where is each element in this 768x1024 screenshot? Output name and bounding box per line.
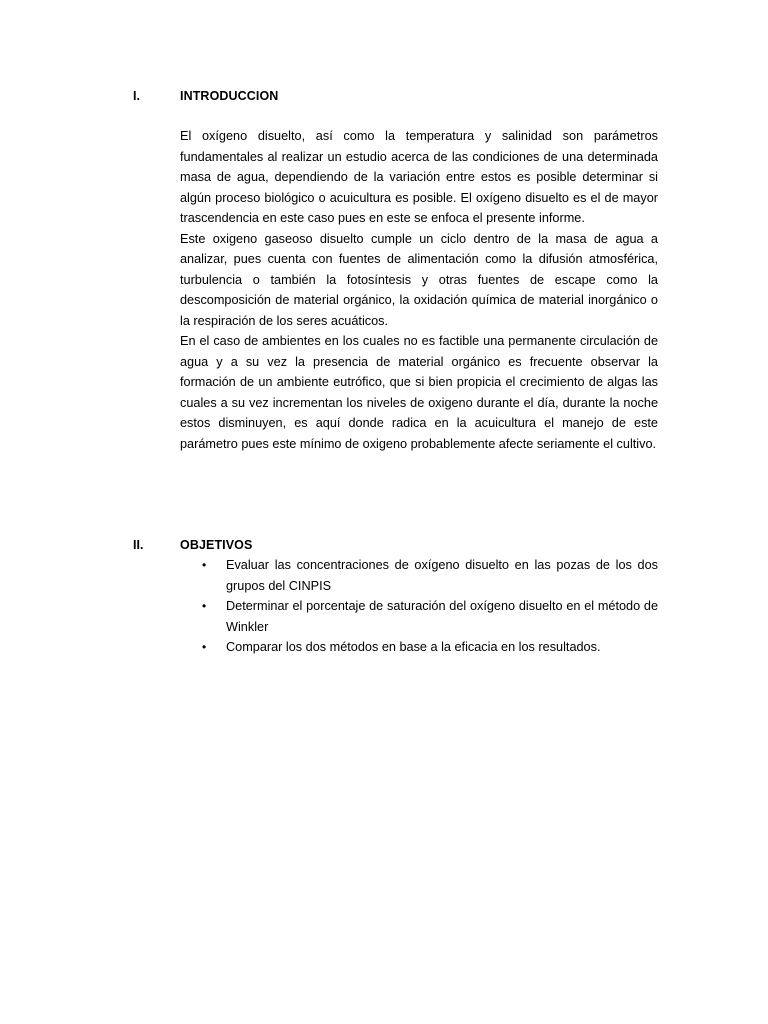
introduccion-paragraph: Este oxigeno gaseoso disuelto cumple un ciclo dentro de la masa de agua a analizar, pues cuenta con fuentes de alimentación como la difusión atmosférica, turbulencia o también la fotosíntesis y otras fuentes de escape como la descomposición de material orgánico, la oxidación química de material inorgánico o la respiración de los seres acuáticos. — [180, 231, 658, 328]
list-item — [180, 596, 658, 637]
objetivo-text: Comparar los dos métodos en base a la eficacia en los resultados. — [226, 640, 601, 654]
introduccion-paragraph: El oxígeno disuelto, así como la temperatura y salinidad son parámetros fundamentales al realizar un estudio acerca de las condiciones de una determinada masa de agua, dependiendo de la variación entre estos es posible determinar si algún proceso biológico o acuicultura es posible. El oxígeno disuelto es el de mayor trascendencia en este caso pues en este se enfoca el presente informe. — [180, 129, 658, 225]
bullet-icon: • — [202, 640, 207, 654]
bullet-icon: • — [202, 558, 207, 572]
section-title-objetivos: OBJETIVOS — [180, 538, 253, 552]
objetivo-text: Determinar el porcentaje de saturación del oxígeno disuelto en el método de Winkler — [226, 599, 658, 634]
bullet-icon: • — [202, 599, 207, 613]
introduccion-paragraph: En el caso de ambientes en los cuales no es factible una permanente circulación de agua y a su vez la presencia de material orgánico es frecuente observar la formación de un ambiente eutrófico, que si bien propicia el crecimiento de algas las cuales a su vez incrementan los niveles de oxigeno durante el día, durante la noche estos disminuyen, es aquí donde radica en la acuicultura el manejo de este parámetro pues este mínimo de oxigeno probablemente afecte seriamente el cultivo. — [180, 334, 658, 451]
list-item — [180, 555, 658, 596]
objetivos-list — [180, 555, 658, 658]
section-number-introduccion: I. — [133, 89, 140, 103]
list-item — [180, 637, 658, 658]
introduccion-body — [180, 126, 658, 454]
section-title-introduccion: INTRODUCCION — [180, 89, 279, 103]
objetivo-text: Evaluar las concentraciones de oxígeno disuelto en las pozas de los dos grupos del CINPIS — [226, 558, 658, 593]
section-number-objetivos: II. — [133, 538, 144, 552]
